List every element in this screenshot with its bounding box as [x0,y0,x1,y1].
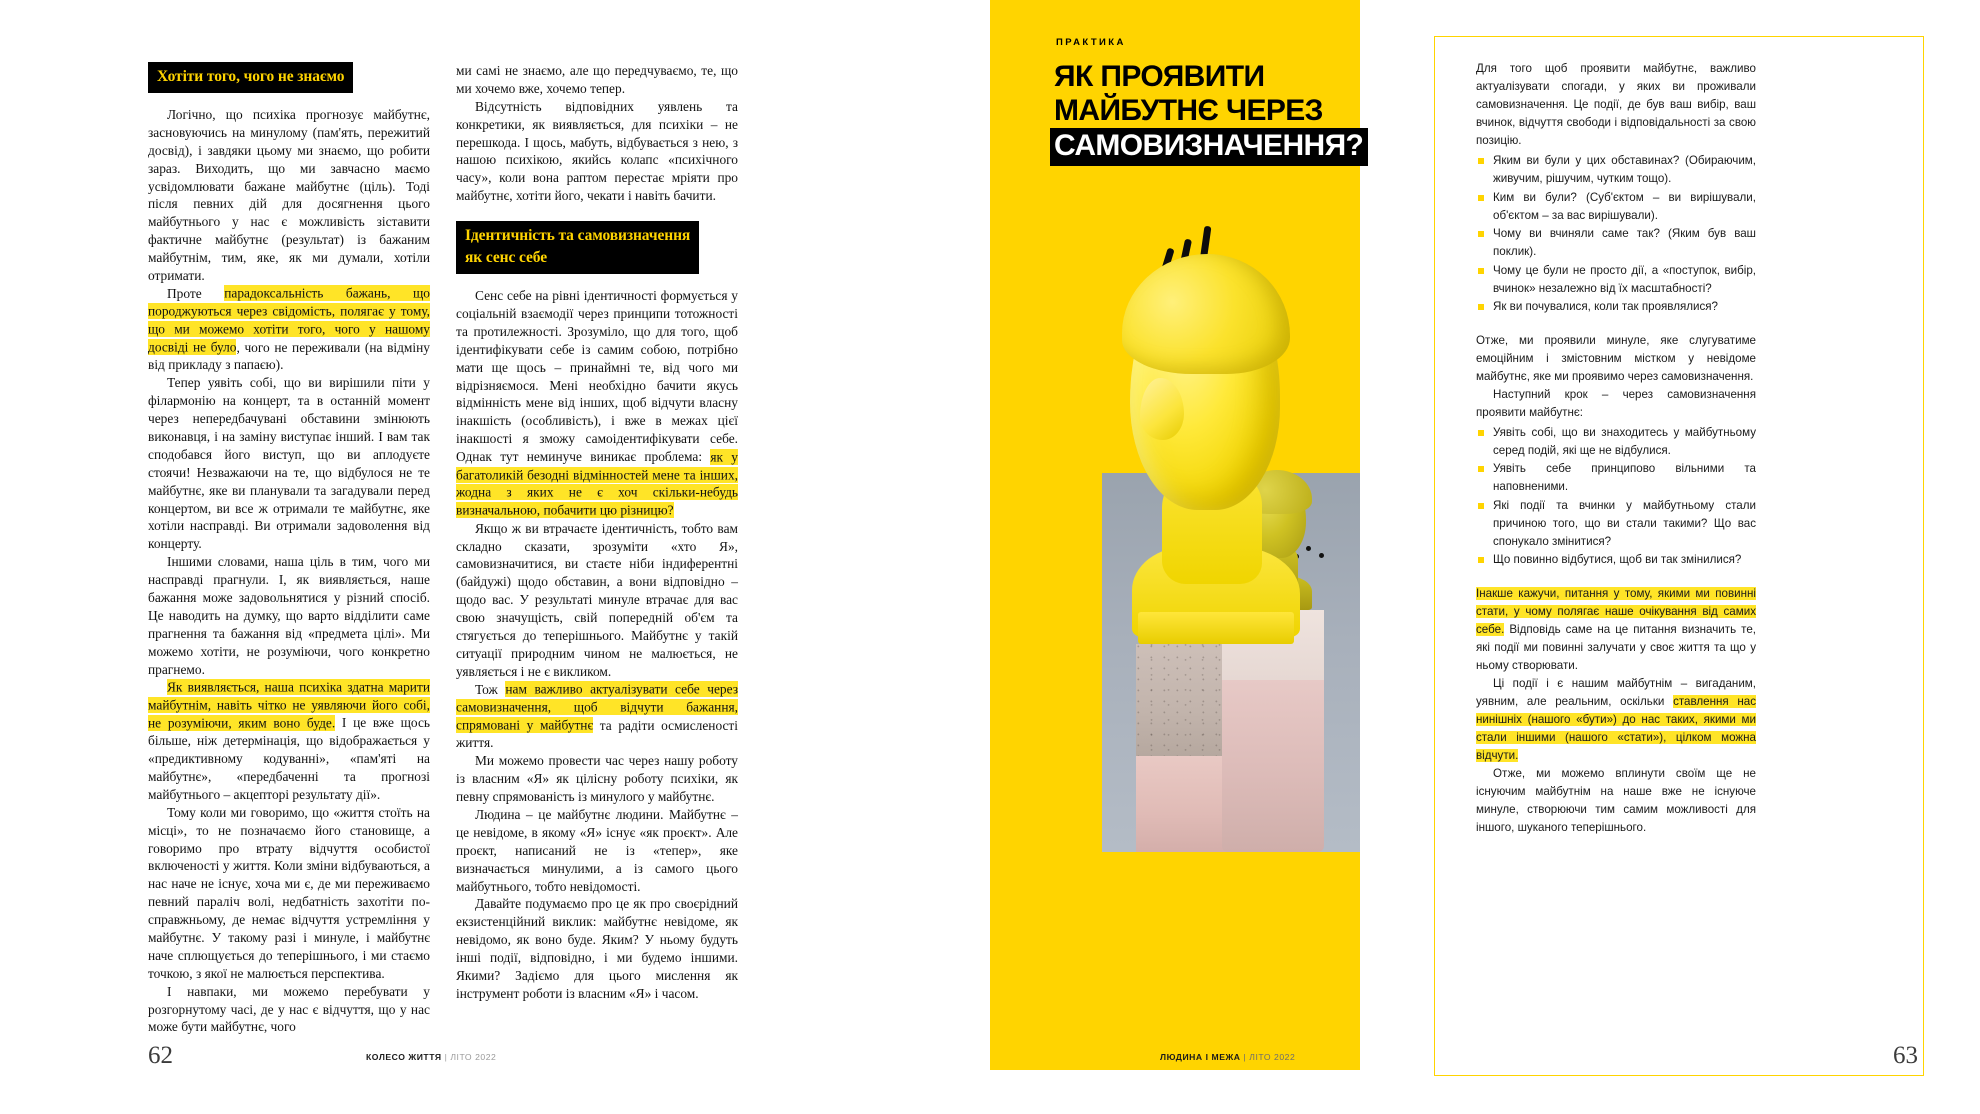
footer-magazine-name: ЛЮДИНА І МЕЖА [1160,1052,1241,1062]
list-item: Яким ви були у цих обставинах? (Обираючим, живучим, рішучим, чутким тощо). [1476,152,1756,188]
list-item: Що повинно відбутися, щоб ви так змінилися? [1476,551,1756,569]
right-text-column [1476,60,1756,837]
section-heading-1: Хотіти того, чого не знаємо [148,62,353,93]
footer-separator: | [1243,1052,1247,1062]
paragraph-highlighted [1476,675,1756,765]
footer-separator: | [444,1052,448,1062]
article-headline [1054,60,1384,166]
column-two [456,62,738,1012]
paragraph: Наступний крок – через самовизначення проявити майбутнє: [1476,387,1756,419]
left-page-columns [148,62,928,1035]
paragraph: Тому коли ми говоримо, що «життя стоїть на місці», то не позначаємо його становище, а говоримо про втрату відчуття особистої включеності у життя. Коли зміни відбуваються, а нас наче не існує, хоча ми є, де ми переживаємо певний параліч волі, недбатність захотіти по-справжньому, де немає відчуття устремління у майбутнє. У такому разі і минуле, і майбутнє наче сплющується до теперішнього, і ми стаємо точкою, з якої не малюється перспектива. [148,804,430,981]
section-heading-2 [456,221,699,274]
sculpture-photo [1024,192,1360,852]
paragraph: Ми можемо провести час через нашу роботу із власним «Я» як цілісну роботу психіки, як певну спрямованість із минулого у майбутнє. [456,753,738,805]
right-page [990,0,1980,1114]
highlight-mark: Інакше кажучи, питання у тому, якими ми повинні стати, у чому полягає наше очікування від самих себе. [1476,586,1756,636]
text-after-highlight: Відповідь саме на це питання визначить те, які події ми повинні залучати у своє життя та що у ньому створювати. [1476,622,1756,672]
paragraph: Людина – це майбутнє людини. Майбутнє – це невідоме, в якому «Я» існує «як проєкт». Але проєкт, написаний не із «тепер», яке визначається минулими, а із самого цього майбутнього, тобто невідомості. [456,806,738,894]
text-after-highlight: , чого не переживали (на відміну від прикладу з папаєю). [148,339,430,373]
list-item: Уявіть себе принципово вільними та наповненими. [1476,460,1756,496]
paragraph-highlighted [148,285,430,374]
column-one [148,62,430,1035]
highlight-mark: парадоксальність бажань, що породжуються через свідомість, полягає у тому, що ми можемо хотіти того, чого у нашому досвіді не було [148,285,430,355]
text-before-highlight: Тож [475,681,506,697]
list-item: Які події та вчинки у майбутньому стали причиною того, що ви стали такими? Що вас спонукало змінитися? [1476,497,1756,551]
headline-line-2: МАЙБУТНЄ ЧЕРЕЗ [1054,93,1323,127]
paragraph-highlighted [456,287,738,520]
paragraph: І навпаки, ми можемо перебувати у розгорнутому часі, де у нас є відчуття, що у нас може бути майбутнє, чого [148,983,430,1035]
paragraph: Відсутність відповідних уявлень та конкретики, як виявляється, для психіки – не перешкода. І щось, мабуть, відбувається з нею, з нашою психікою, якийсь колапс «психічного часу», коли вона раптом перестає мріяти про майбутнє, хотіти його, чекати і навіть бачити. [456,98,738,204]
paragraph: Іншими словами, наша ціль в тим, чого ми насправді прагнули. І, як виявляється, наше бажання може задовольнятися у різний спосіб. Це наводить на думку, що варто відділити саме прагнення та бажання від «предмета цілі». Ми можемо хотіти, не розуміючи, чого конкретно прагнемо. [148,554,430,677]
highlight-mark: ставлення нас нинішніх (нашого «бути») до нас таких, якими ми стали іншими (нашого «стати»), цілком можна відчути. [1476,695,1757,763]
list-item: Чому ви вчиняли саме так? (Яким був ваш поклик). [1476,225,1756,261]
david-bust-sculpture [1116,260,1308,655]
highlight-mark: Як виявляється, наша психіка здатна марити майбутнім, навіть чітко не уявляючи його собі, не розуміючи, яким воно буде. [148,679,430,731]
paragraph: Якщо ж ви втрачаєте ідентичність, тобто вам складно сказати, зрозуміти «хто Я», самовизначитися, ви стаєте ніби індиферентні (байдужі) щодо обставин, а вони відповідно – щодо вас. У результаті минуле втрачає для вас свою значущість, свій попередній об'єм та стягується до теперішнього. Майбутнє у такій ситуації природним чином не малюється, не уявляється і не є викликом. [456,520,738,679]
section-kicker: ПРАКТИКА [1056,37,1126,48]
pedestal-small-lower [1222,680,1324,852]
footer-issue: ЛІТО 2022 [450,1052,497,1062]
page-number-right: 63 [1893,1042,1918,1069]
paragraph-highlighted [1476,585,1756,675]
headline-line-3: САМОВИЗНАЧЕННЯ? [1050,128,1368,166]
list-item: Чому це були не просто дії, а «поступок, вибір, вчинок» незалежно від їх масштабності? [1476,262,1756,298]
paragraph: Давайте подумаємо про це як про своєрідний екзистенційний виклик: майбутнє невідоме, як невідомо, як воно буде. Яким? У ньому будуть інші події, відповідно, і ми будемо іншими. Якими? Задіємо для цього мислення як інструмент роботи із власним «Я» і часом. [456,896,738,1001]
paragraph: Тепер уявіть собі, що ви вирішили піти у філармонію на концерт, та в останній момент через непередбачувані обставини змінюють виконавця, і на заміну виступає інший. І вам так сподобався його виступ, що ви аплодуєте стоячи! Незважаючи на те, що відбулося не те майбутнє, яке ви планували та загадували перед концертом, ви все ж отримали те майбутнє, яке хотіли насправді. Ви отримали задоволення від концерту. [148,375,430,552]
list-item: Уявіть собі, що ви знаходитесь у майбутньому серед подій, які ще не відбулися. [1476,424,1756,460]
question-list-one [1476,152,1756,316]
footer-left [366,1052,496,1062]
paragraph-highlighted [456,681,738,753]
intro-paragraph: Для того щоб проявити майбутнє, важливо актуалізувати спогади, у яких ви проживали самовизначення. Це події, де був ваш вибір, ваш вчинок, відчуття свободи і відповідальності за свою позицію. [1476,62,1756,148]
paragraph: Отже, ми можемо вплинути своїм ще не існуючим майбутнім на наше вже не існуюче минуле, створюючи тим самим можливості для іншого, шуканого теперішнього. [1476,767,1756,835]
text-after-highlight: та радіти осмисленості життя. [456,717,738,751]
footer-magazine-name: КОЛЕСО ЖИТТЯ [366,1052,442,1062]
highlight-mark: як у багатоликій безодні відмінностей мене та інших, жодна з яких не є хоч скільки-небудь визначальною, побачити цю різницю? [456,449,738,518]
list-item: Як ви почувалися, коли так проявлялися? [1476,298,1756,316]
footer-right [1160,1052,1295,1062]
question-list-two [1476,424,1756,570]
heading-line-2: як сенс себе [465,249,547,267]
paragraph: Отже, ми проявили минуле, яке слугуватиме емоційним і змістовним містком у невідоме майбутнє, яке ми проявимо через самовизначення. [1476,333,1756,383]
heading-line-1: Ідентичність та самовизначення [465,227,691,245]
text-before-highlight: Сенс себе на рівні ідентичності формується у соціальній взаємодії через принципи тотожності та протилежності. Зрозуміло, що для того, щоб ідентифікувати себе із самим собою, потрібно мати ще щось – принаймні те, від чого ми відрізняємося. Мені необхідно бачити якусь відмінність мене від інших, щоб відчути власну інакшість (особливість), і вже в межах цієї інакшості я зможу самоідентифікувати себе. Однак тут неминуче виникає проблема: [456,288,738,465]
paragraph-highlighted [148,679,430,804]
text-before-highlight: Ці події і є нашим майбутнім – вигаданим, уявним, але реальним, оскільки [1476,677,1756,709]
footer-issue: ЛІТО 2022 [1249,1052,1296,1062]
page-number-left: 62 [148,1042,173,1069]
paragraph-continued: ми самі не знаємо, але що передчуваємо, те, що ми хочемо вже, хочемо тепер. [456,63,738,96]
text-before-highlight: Проте [167,285,225,301]
list-item: Ким ви були? (Суб'єктом – ви вирішували, об'єктом – за вас вирішували). [1476,189,1756,225]
paragraph: Логічно, що психіка прогнозує майбутнє, засновуючись на минулому (пам'ять, пережитий досвід), і завдяки цьому ми знаємо, що робити зараз. Виходить, що ми завчасно маємо усвідомлювати бажане майбутнє (ціль). Тоді після певних дій для досягнення цього майбутнього у нас є можливість зіставити фактичне майбутнє (результат) із бажаним майбутнім, тим, яке, як ми думали, хотіли отримати. [148,107,430,284]
text-after-highlight: І це вже щось більше, ніж детермінація, що відображається у «предиктивному кодуванні», «пам'яті на майбутнє», «передбаченні та прогнозі майбутнього – акцепторі результату дії». [148,715,430,802]
highlight-mark: нам важливо актуалізувати себе через самовизначення, щоб відчути бажання, спрямовані у майбутнє [456,681,738,733]
headline-line-1: ЯК ПРОЯВИТИ [1054,60,1265,93]
